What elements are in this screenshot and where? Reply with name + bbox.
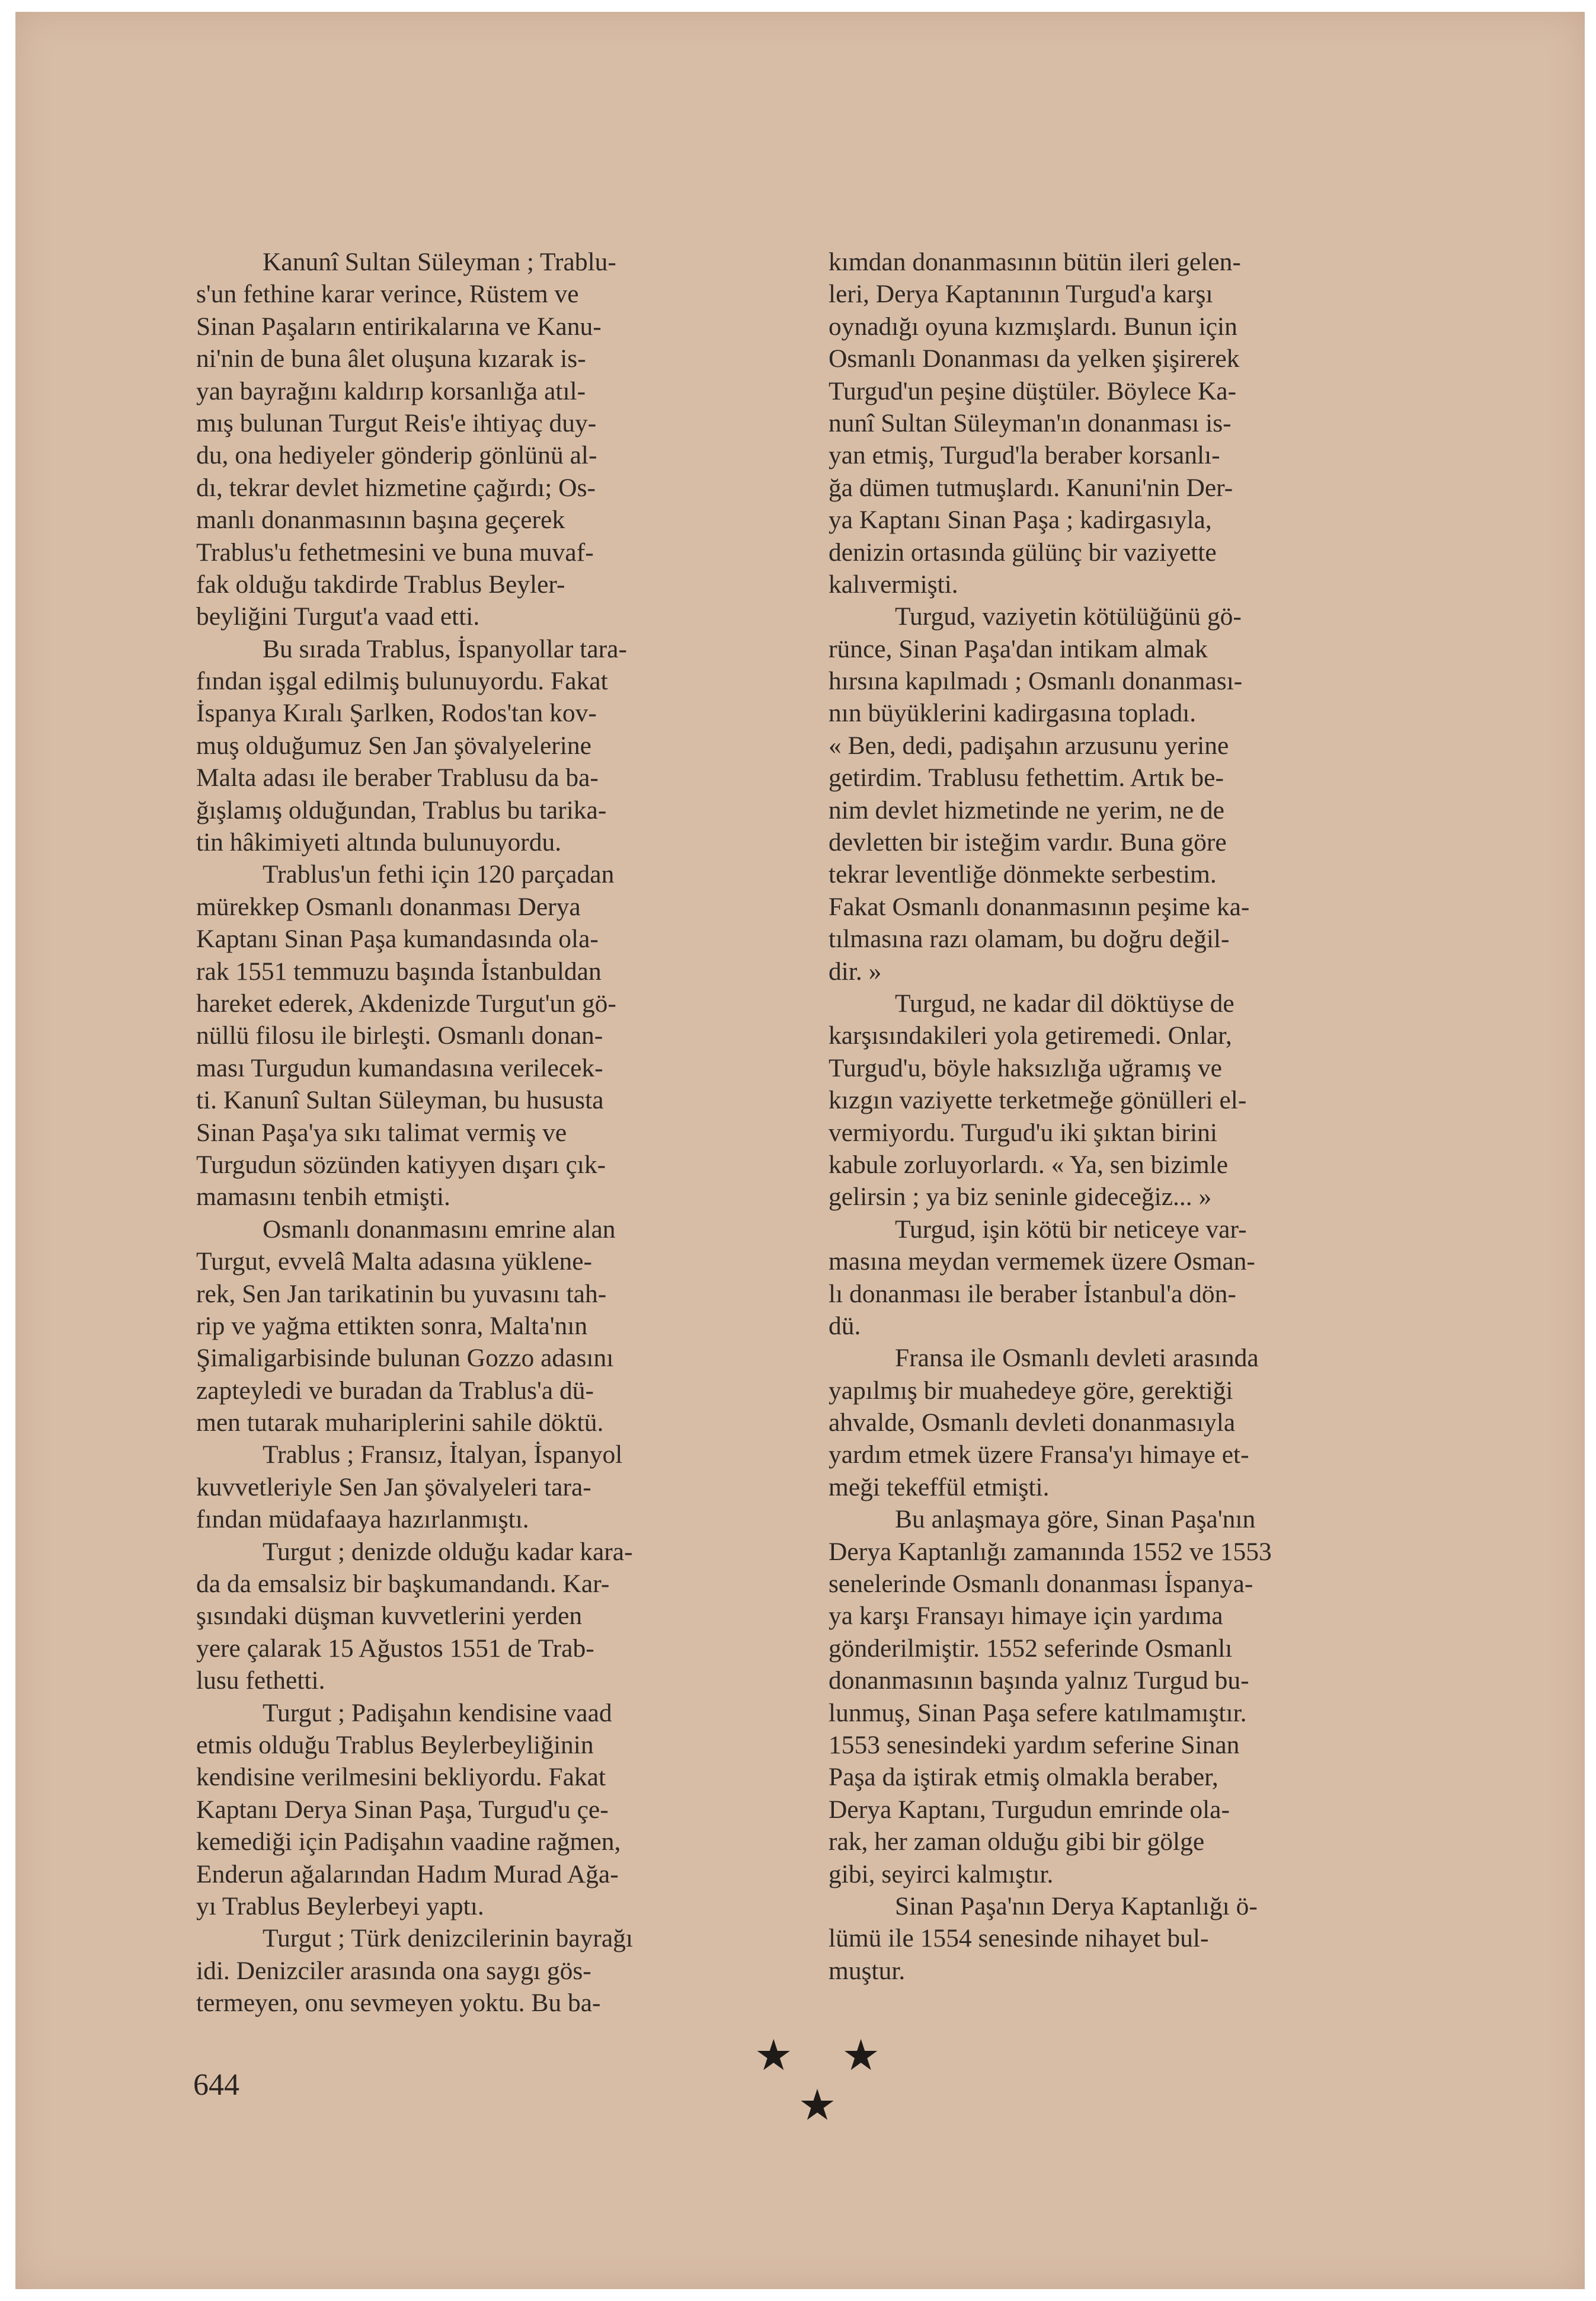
text-line: fak olduğu takdirde Trablus Beyler- [196,570,565,599]
page-number: 644 [193,2068,239,2102]
text-line: rünce, Sinan Paşa'dan intikam almak [829,634,1208,663]
text-line: Trablus'un fethi için 120 parçadan [263,860,615,889]
text-line: Bu sırada Trablus, İspanyollar tara- [263,634,627,663]
text-line: Turgud'un peşine düştüler. Böylece Ka- [829,376,1237,405]
text-line: Turgud, ne kadar dil döktüyse de [895,989,1234,1018]
text-line: ması Turgudun kumandasına verilecek- [196,1053,603,1082]
text-line: masına meydan vermemek üzere Osman- [829,1247,1255,1276]
text-line: dir. » [829,957,882,986]
text-line: termeyen, onu sevmeyen yoktu. Bu ba- [196,1989,601,2018]
text-line: da da emsalsiz bir başkumandandı. Kar- [196,1570,610,1599]
text-line: devletten bir isteğim vardır. Buna göre [829,828,1227,857]
text-line: oynadığı oyuna kızmışlardı. Bunun için [829,312,1237,341]
text-line: kızgın vaziyette terketmeğe gönülleri el- [829,1086,1247,1115]
text-line: tin hâkimiyeti altında bulunuyordu. [196,828,562,857]
text-line: dü. [829,1311,861,1340]
text-line: yere çalarak 15 Ağustos 1551 de Trab- [196,1634,594,1663]
text-line: yan etmiş, Turgud'la beraber korsanlı- [829,441,1220,470]
text-line: ğışlamış olduğundan, Trablus bu tarika- [196,795,607,824]
text-line: Turgut ; denizde olduğu kadar kara- [263,1537,633,1566]
text-line: Turgut, evvelâ Malta adasına yüklene- [196,1247,593,1276]
text-line: Şimaligarbisinde bulunan Gozzo adasını [196,1344,614,1373]
text-line: İspanya Kıralı Şarlken, Rodos'tan kov- [196,699,597,728]
text-line: kuvvetleriyle Sen Jan şövalyeleri tara- [196,1472,591,1501]
text-line: yardım etmek üzere Fransa'yı himaye et- [829,1440,1249,1469]
text-line: rak, her zaman olduğu gibi bir gölge [829,1827,1205,1856]
section-divider-stars: ★ ★ ★ [754,2030,898,2130]
text-line: kemediği için Padişahın vaadine rağmen, [196,1827,621,1856]
text-line: Turgud, işin kötü bir neticeye var- [895,1215,1247,1244]
text-line: yapılmış bir muahedeye göre, gerektiği [829,1376,1233,1405]
text-line: Malta adası ile beraber Trablusu da ba- [196,763,599,792]
text-line: Turgut ; Türk denizcilerinin bayrağı [263,1924,634,1953]
text-line: lümü ile 1554 senesinde nihayet bul- [829,1924,1209,1953]
text-line: idi. Denizciler arasında ona saygı gös- [196,1956,591,1985]
text-line: vermiyordu. Turgud'u iki şıktan birini [829,1118,1217,1147]
text-line: Trablus ; Fransız, İtalyan, İspanyol [263,1440,623,1469]
text-line: etmis olduğu Trablus Beylerbeyliğinin [196,1730,594,1759]
right-column [829,246,1423,1987]
text-line: kalıvermişti. [829,570,958,599]
text-line: hareket ederek, Akdenizde Turgut'un gö- [196,989,616,1018]
text-line: gönderilmiştir. 1552 seferinde Osmanlı [829,1634,1233,1663]
text-line: Turgud'u, böyle haksızlığa uğramış ve [829,1053,1222,1082]
text-line: ya Kaptanı Sinan Paşa ; kadirgasıyla, [829,506,1212,535]
text-line: 1553 senesindeki yardım seferine Sinan [829,1730,1240,1759]
text-line: lı donanması ile beraber İstanbul'a dön- [829,1279,1236,1308]
text-line: tekrar leventliğe dönmekte serbestim. [829,860,1217,889]
text-line: karşısındakileri yola getiremedi. Onlar, [829,1021,1232,1050]
text-line: kendisine verilmesini bekliyordu. Fakat [196,1763,606,1792]
text-line: « Ben, dedi, padişahın arzusunu yerine [829,731,1229,760]
text-line: tılmasına razı olamam, bu doğru değil- [829,925,1230,954]
text-line: muş olduğumuz Sen Jan şövalyelerine [196,731,591,760]
text-line: Osmanlı Donanması da yelken şişirerek [829,344,1240,373]
text-line: Derya Kaptanlığı zamanında 1552 ve 1553 [829,1537,1272,1566]
text-line: nunî Sultan Süleyman'ın donanması is- [829,408,1232,437]
text-line: nüllü filosu ile birleşti. Osmanlı donan- [196,1021,603,1050]
paper-sheet [15,12,1585,2289]
text-line: gibi, seyirci kalmıştır. [829,1859,1054,1888]
text-line: leri, Derya Kaptanının Turgud'a karşı [829,280,1213,309]
text-line: ğa dümen tutmuşlardı. Kanuni'nin Der- [829,473,1233,502]
text-line: lusu fethetti. [196,1666,325,1695]
text-line: muştur. [829,1956,906,1985]
text-line: şısındaki düşman kuvvetlerini yerden [196,1602,583,1631]
text-line: zapteyledi ve buradan da Trablus'a dü- [196,1376,594,1405]
text-line: men tutarak muhariplerini sahile döktü. [196,1408,604,1437]
text-line: Sinan Paşa'ya sıkı talimat vermiş ve [196,1118,567,1147]
text-line: ni'nin de buna âlet oluşuna kızarak is- [196,344,586,373]
text-line: Bu anlaşmaya göre, Sinan Paşa'nın [895,1505,1256,1534]
text-line: rak 1551 temmuzu başında İstanbuldan [196,957,602,986]
text-line: Sinan Paşa'nın Derya Kaptanlığı ö- [895,1891,1258,1920]
text-line: senelerinde Osmanlı donanması İspanya- [829,1570,1253,1599]
text-line: fından işgal edilmiş bulunuyordu. Fakat [196,667,608,696]
text-line: s'un fethine karar verince, Rüstem ve [196,280,579,309]
text-line: Sinan Paşaların entirikalarına ve Kanu- [196,312,602,341]
text-line: Osmanlı donanmasını emrine alan [263,1215,616,1244]
text-line: yan bayrağını kaldırıp korsanlığa atıl- [196,376,586,405]
text-line: Trablus'u fethetmesini ve buna muvaf- [196,538,594,567]
text-line: beyliğini Turgut'a vaad etti. [196,602,480,631]
text-line: Turgut ; Padişahın kendisine vaad [263,1698,612,1727]
text-line: mürekkep Osmanlı donanması Derya [196,892,581,921]
text-line: ti. Kanunî Sultan Süleyman, bu hususta [196,1086,604,1115]
text-line: mamasını tenbih etmişti. [196,1183,450,1212]
text-line: ahvalde, Osmanlı devleti donanmasıyla [829,1408,1236,1437]
text-line: manlı donanmasının başına geçerek [196,506,565,535]
text-line: Enderun ağalarından Hadım Murad Ağa- [196,1859,619,1888]
text-line: Fransa ile Osmanlı devleti arasında [895,1344,1259,1373]
text-line: kımdan donanmasının bütün ileri gelen- [829,248,1241,276]
text-line: denizin ortasında gülünç bir vaziyette [829,538,1217,567]
text-line: Turgud, vaziyetin kötülüğünü gö- [895,602,1242,631]
text-line: du, ona hediyeler gönderip gönlünü al- [196,441,597,470]
text-line: yı Trablus Beylerbeyi yaptı. [196,1891,484,1920]
text-line: kabule zorluyorlardı. « Ya, sen bizimle [829,1150,1229,1179]
text-line: meği tekeffül etmişti. [829,1472,1050,1501]
text-line: mış bulunan Turgut Reis'e ihtiyaç duy- [196,408,597,437]
text-line: nim devlet hizmetinde ne yerim, ne de [829,795,1224,824]
text-line: fından müdafaaya hazırlanmıştı. [196,1505,529,1534]
text-line: Derya Kaptanı, Turgudun emrinde ola- [829,1795,1230,1824]
left-column [196,246,791,2019]
text-line: hırsına kapılmadı ; Osmanlı donanması- [829,667,1243,696]
text-line: rek, Sen Jan tarikatinin bu yuvasını tah- [196,1279,607,1308]
text-line: lunmuş, Sinan Paşa sefere katılmamıştır. [829,1698,1247,1727]
text-line: rip ve yağma ettikten sonra, Malta'nın [196,1311,588,1340]
text-line: Kanunî Sultan Süleyman ; Trablu- [263,248,616,276]
text-line: gelirsin ; ya biz seninle gideceğiz... » [829,1183,1212,1212]
text-line: Fakat Osmanlı donanmasının peşime ka- [829,892,1250,921]
text-line: donanmasının başında yalnız Turgud bu- [829,1666,1249,1695]
text-line: Kaptanı Derya Sinan Paşa, Turgud'u çe- [196,1795,609,1824]
text-line: getirdim. Trablusu fethettim. Artık be- [829,763,1224,792]
text-line: nın büyüklerini kadirgasına topladı. [829,699,1197,728]
text-line: Paşa da iştirak etmiş olmakla beraber, [829,1763,1218,1792]
text-line: dı, tekrar devlet hizmetine çağırdı; Os- [196,473,596,502]
text-line: ya karşı Fransayı himaye için yardıma [829,1602,1223,1631]
text-line: Kaptanı Sinan Paşa kumandasında ola- [196,925,599,954]
text-line: Turgudun sözünden katiyyen dışarı çık- [196,1150,606,1179]
